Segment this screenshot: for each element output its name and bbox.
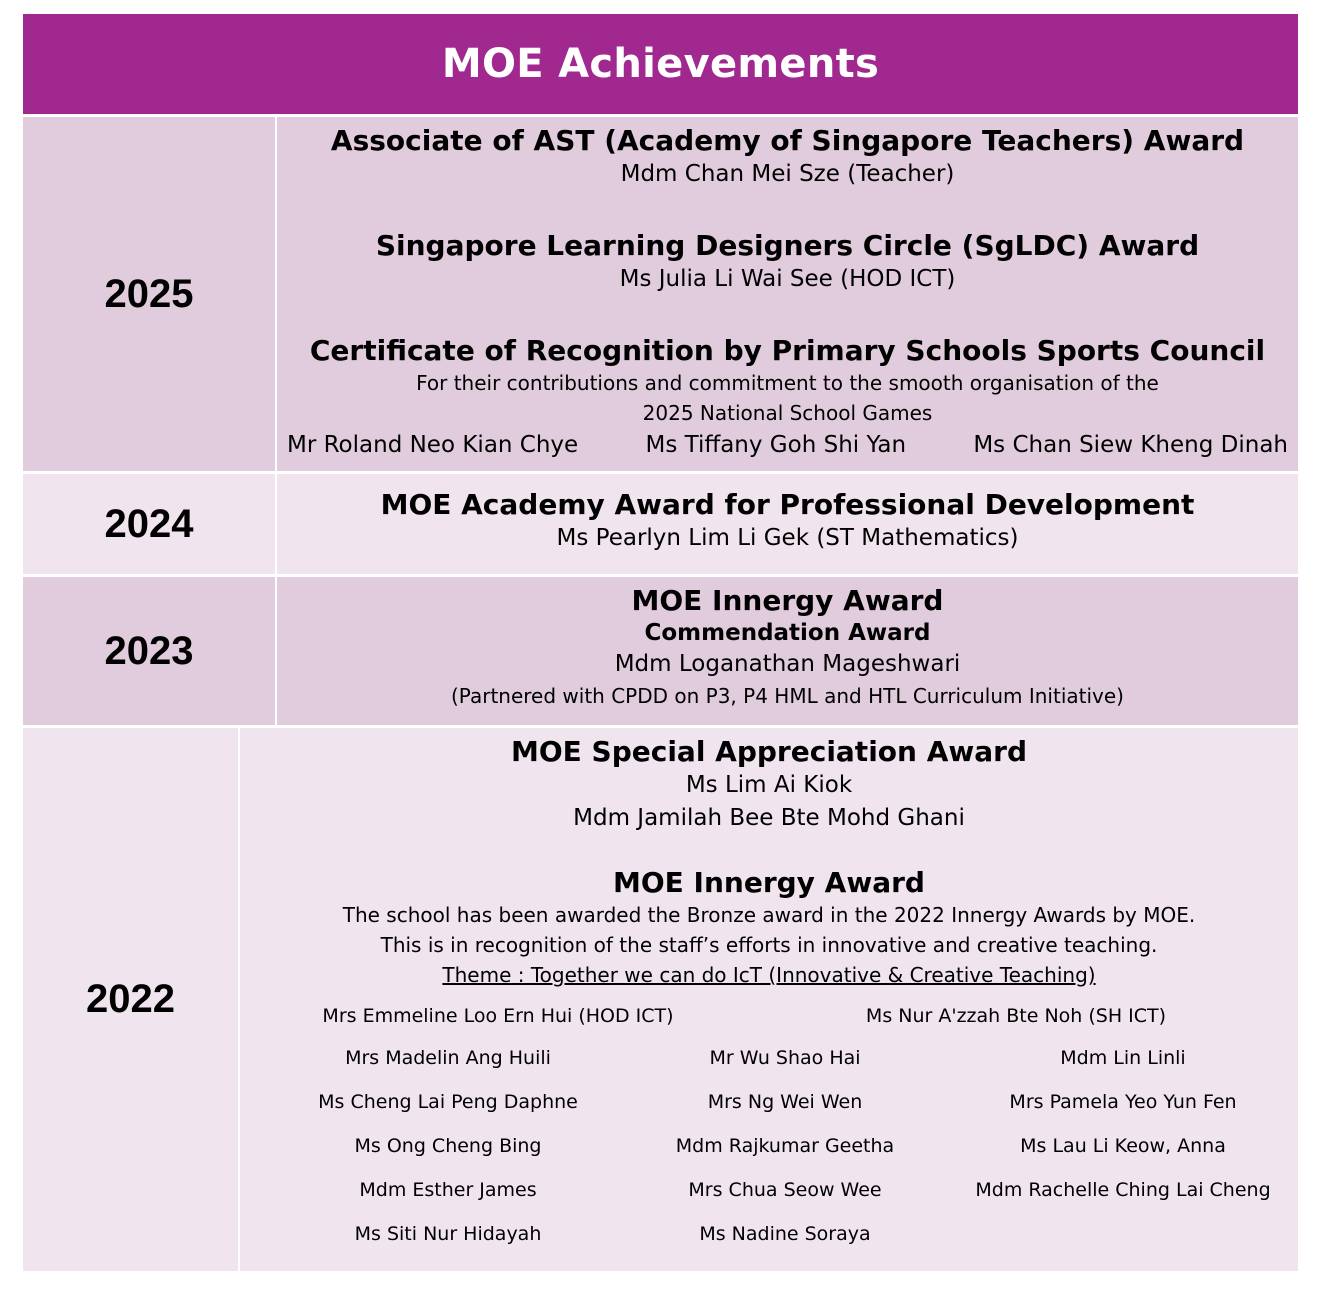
award-recipient: Mr Roland Neo Kian Chye [287, 432, 579, 458]
staff-name: Mrs Pamela Yeo Yun Fen [1009, 1091, 1237, 1113]
year-label: 2024 [23, 474, 277, 574]
staff-grid [246, 1036, 1292, 1256]
achievements-table [23, 14, 1298, 1271]
award-description: The school has been awarded the Bronze award in the 2022 Innergy Awards by MOE. [342, 903, 1196, 927]
year-label: 2023 [23, 577, 277, 725]
staff-name: Ms Lau Li Keow, Anna [1020, 1135, 1226, 1157]
staff-name: Mrs Chua Seow Wee [688, 1179, 882, 1201]
award-note: (Partnered with CPDD on P3, P4 HML and HTL Curriculum Initiative) [451, 684, 1124, 708]
award-recipient: Ms Lim Ai Kiok [685, 772, 853, 798]
staff-name: Mdm Lin Linli [1060, 1047, 1186, 1069]
award-recipient: Mrs Emmeline Loo Ern Hui (HOD ICT) [322, 1005, 674, 1027]
row-2024 [23, 471, 1298, 574]
award-title: Certificate of Recognition by Primary Schools Sports Council [309, 334, 1266, 367]
staff-name: Ms Siti Nur Hidayah [354, 1223, 542, 1245]
awards-2024 [277, 474, 1298, 574]
award-recipient: Mdm Jamilah Bee Bte Mohd Ghani [573, 805, 965, 831]
award-recipient: Ms Chan Siew Kheng Dinah [973, 432, 1288, 458]
year-label: 2022 [23, 728, 240, 1271]
award-recipient: Ms Tiffany Goh Shi Yan [645, 432, 907, 458]
award-title: MOE Academy Award for Professional Development [380, 488, 1195, 521]
staff-name: Mrs Ng Wei Wen [707, 1091, 863, 1113]
recipient-list [283, 428, 1292, 462]
award-recipient: Mdm Chan Mei Sze (Teacher) [620, 161, 955, 187]
awards-2022 [240, 728, 1298, 1271]
award-description: This is in recognition of the staff’s efforts in innovative and creative teaching. [380, 933, 1158, 957]
lead-recipients [246, 996, 1292, 1036]
staff-name: Ms Cheng Lai Peng Daphne [318, 1091, 578, 1113]
award-title: MOE Innergy Award [613, 866, 925, 899]
award-recipient: Mdm Loganathan Mageshwari [614, 651, 961, 677]
awards-2025 [277, 117, 1298, 471]
award-recipient: Ms Nur A'zzah Bte Noh (SH ICT) [865, 1005, 1167, 1027]
award-recipient: Ms Julia Li Wai See (HOD ICT) [619, 266, 956, 292]
row-2025 [23, 114, 1298, 471]
page-title: MOE Achievements [23, 14, 1298, 114]
award-theme: Theme : Together we can do IcT (Innovative & Creative Teaching) [442, 963, 1096, 987]
award-title: MOE Innergy Award [631, 584, 944, 617]
staff-name: Mdm Esther James [359, 1179, 537, 1201]
award-description: 2025 National School Games [642, 401, 933, 425]
staff-name: Mrs Madelin Ang Huili [345, 1047, 551, 1069]
award-description: For their contributions and commitment to the smooth organisation of the [416, 371, 1159, 395]
year-label: 2025 [23, 117, 277, 471]
staff-name: Ms Nadine Soraya [699, 1223, 871, 1245]
staff-name: Mr Wu Shao Hai [709, 1047, 861, 1069]
award-subtitle: Commendation Award [644, 620, 931, 646]
row-2022 [23, 725, 1298, 1271]
staff-name [954, 1212, 1292, 1256]
awards-2023 [277, 577, 1298, 725]
staff-name: Mdm Rajkumar Geetha [675, 1135, 895, 1157]
row-2023 [23, 574, 1298, 725]
award-title: Singapore Learning Designers Circle (SgLDC) Award [375, 229, 1200, 262]
award-recipient: Ms Pearlyn Lim Li Gek (ST Mathematics) [556, 525, 1019, 551]
staff-name: Mdm Rachelle Ching Lai Cheng [975, 1179, 1271, 1201]
award-title: MOE Special Appreciation Award [510, 735, 1027, 768]
award-title: Associate of AST (Academy of Singapore Teachers) Award [330, 124, 1245, 157]
staff-name: Ms Ong Cheng Bing [354, 1135, 542, 1157]
